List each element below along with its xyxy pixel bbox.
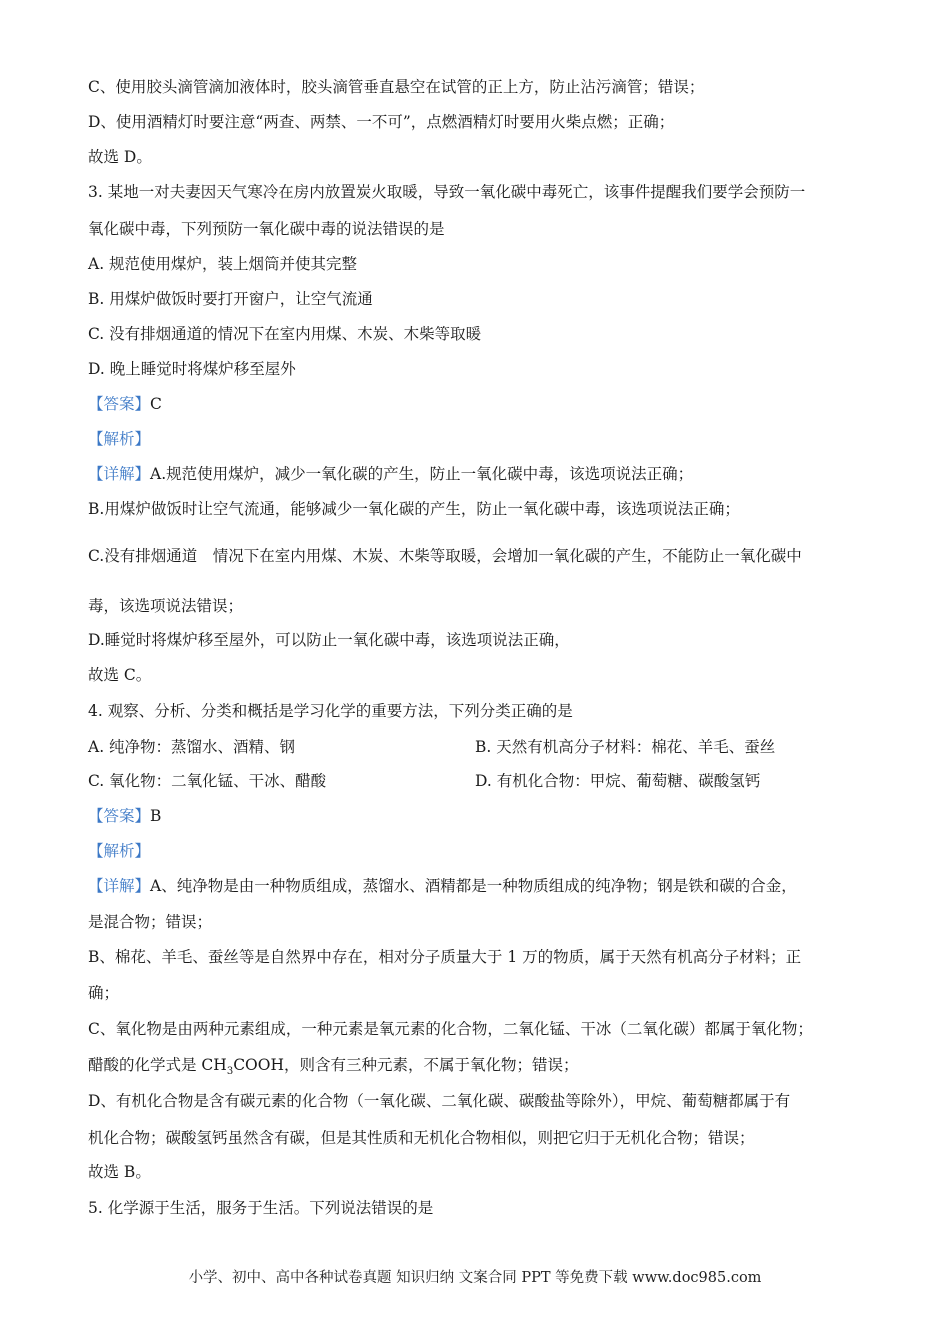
text-line: 故选 B。	[88, 1163, 151, 1181]
detail-line	[88, 875, 797, 897]
question-3-stem: 3. 某地一对夫妻因天气寒冷在房内放置炭火取暖，导致一氧化碳中毒死亡，该事件提醒我们要学会预防一	[88, 183, 806, 201]
option-a: A. 规范使用煤炉，装上烟筒并使其完整	[88, 255, 358, 273]
text-line: 故选 C。	[88, 666, 152, 684]
option-b: B. 天然有机高分子材料：棉花、羊毛、蚕丝	[475, 738, 776, 756]
answer-tag: 【答案】	[88, 395, 151, 413]
answer-line	[88, 805, 161, 827]
text-line: D、有机化合物是含有碳元素的化合物（一氧化碳、二氧化碳、碳酸盐等除外），甲烷、葡萄糖都属于有	[88, 1092, 791, 1110]
option-d: D. 有机化合物：甲烷、葡萄糖、碳酸氢钙	[475, 772, 761, 790]
text-line: B.用煤炉做饭时让空气流通，能够减少一氧化碳的产生，防止一氧化碳中毒，该选项说法正确；	[88, 500, 740, 518]
answer-value: C	[150, 395, 162, 413]
analysis-tag	[88, 428, 150, 450]
question-4-stem: 4. 观察、分析、分类和概括是学习化学的重要方法，下列分类正确的是	[88, 702, 573, 720]
answer-line	[88, 393, 162, 415]
text-line: 确；	[88, 984, 120, 1002]
option-d: D. 晚上睡觉时将煤炉移至屋外	[88, 360, 296, 378]
option-c: C. 氧化物：二氧化锰、干冰、醋酸	[88, 772, 327, 790]
analysis-tag-text: 【解析】	[88, 842, 151, 860]
page-footer: 小学、初中、高中各种试卷真题 知识归纳 文案合同 PPT 等免费下载 www.doc985.com	[188, 1270, 762, 1286]
text-line: C.没有排烟通道 情况下在室内用煤、木炭、木柴等取暖，会增加一氧化碳的产生，不能防止一氧化碳中	[88, 547, 802, 565]
detail-tag: 【详解】	[88, 465, 151, 483]
detail-text: A、纯净物是由一种物质组成，蒸馏水、酒精都是一种物质组成的纯净物；钢是铁和碳的合金，	[150, 877, 797, 895]
analysis-tag	[88, 840, 150, 862]
text-line: D.睡觉时将煤炉移至屋外，可以防止一氧化碳中毒，该选项说法正确，	[88, 631, 570, 649]
formula-suffix: COOH，则含有三种元素，不属于氧化物；错误；	[233, 1056, 579, 1074]
text-line: C、氧化物是由两种元素组成，一种元素是氧元素的化合物，二氧化锰、干冰（二氧化碳）都属于氧化物；	[88, 1020, 813, 1038]
answer-tag: 【答案】	[88, 807, 151, 825]
text-line: 机化合物；碳酸氢钙虽然含有碳，但是其性质和无机化合物相似，则把它归于无机化合物；错误；	[88, 1129, 755, 1147]
answer-value: B	[150, 807, 162, 825]
option-b: B. 用煤炉做饭时要打开窗户，让空气流通	[88, 290, 373, 308]
formula-subscript: 3	[226, 1066, 234, 1078]
text-line: D、使用酒精灯时要注意“两查、两禁、一不可”，点燃酒精灯时要用火柴点燃；正确；	[88, 113, 675, 131]
detail-line	[88, 463, 693, 485]
detail-text: A.规范使用煤炉，减少一氧化碳的产生，防止一氧化碳中毒，该选项说法正确；	[150, 465, 694, 483]
option-a: A. 纯净物：蒸馏水、酒精、钢	[88, 738, 296, 756]
question-5-stem: 5. 化学源于生活，服务于生活。下列说法错误的是	[88, 1199, 434, 1217]
formula-line	[88, 1054, 578, 1076]
detail-tag: 【详解】	[88, 877, 151, 895]
text-line: B、棉花、羊毛、蚕丝等是自然界中存在，相对分子质量大于 1 万的物质，属于天然有机高分子材料；正	[88, 948, 802, 966]
text-line: 是混合物；错误；	[88, 913, 213, 931]
text-line: C、使用胶头滴管滴加液体时，胶头滴管垂直悬空在试管的正上方，防止沾污滴管；错误；	[88, 78, 705, 96]
analysis-tag-text: 【解析】	[88, 430, 151, 448]
text-line: 故选 D。	[88, 148, 152, 166]
text-line: 毒，该选项说法错误；	[88, 597, 244, 615]
question-3-stem-cont: 氧化碳中毒，下列预防一氧化碳中毒的说法错误的是	[88, 220, 445, 238]
option-c: C. 没有排烟通道的情况下在室内用煤、木炭、木柴等取暖	[88, 325, 482, 343]
formula-prefix: 醋酸的化学式是 CH	[88, 1056, 227, 1074]
